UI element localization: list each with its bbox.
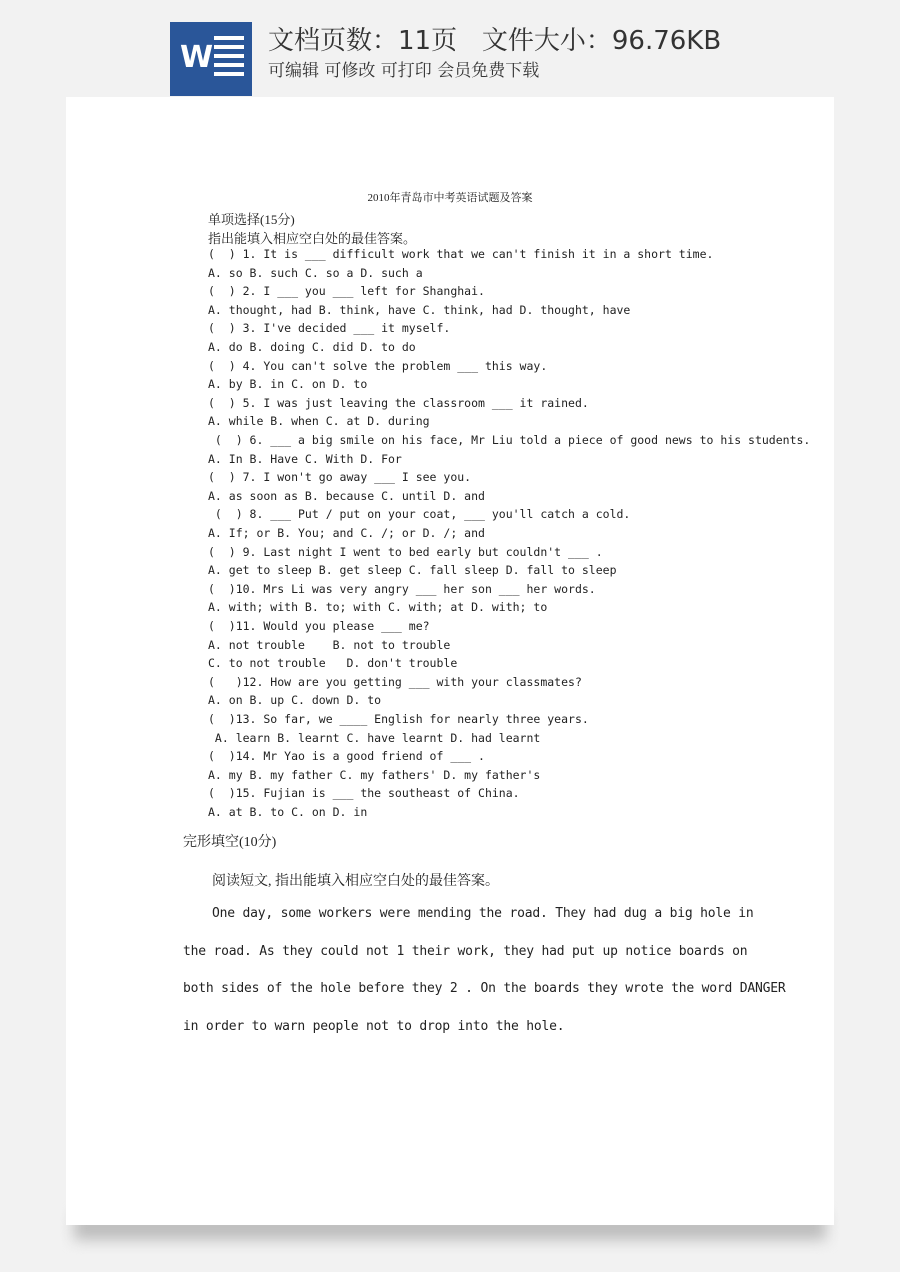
question-line: ( ) 7. I won't go away ___ I see you. (208, 470, 472, 485)
question-line: ( ) 2. I ___ you ___ left for Shanghai. (208, 284, 485, 299)
section2-heading: 完形填空(10分) (183, 835, 277, 850)
question-line: ( )13. So far, we ____ English for nearly three years. (208, 712, 589, 726)
passage-line: One day, some workers were mending the road. They had dug a big hole in (212, 906, 754, 921)
document-page (66, 97, 834, 1225)
question-line: ( ) 1. It is ___ difficult work that we can't finish it in a short time. (208, 247, 714, 261)
question-line: ( ) 9. Last night I went to bed early but couldn't ___ . (208, 544, 603, 559)
word-logo-letter: W (180, 40, 214, 75)
question-line: ( ) 6. ___ a big smile on his face, Mr Liu told a piece of good news to his students. (208, 433, 811, 447)
question-line: ( )14. Mr Yao is a good friend of ___ . (208, 749, 485, 764)
word-document-icon (170, 22, 252, 96)
question-line: ( )10. Mrs Li was very angry ___ her son ___ her words. (208, 581, 596, 596)
question-line: C. to not trouble D. don't trouble (208, 656, 458, 671)
question-line: ( ) 3. I've decided ___ it myself. (208, 321, 451, 336)
word-logo-lines (214, 36, 244, 81)
question-line: A. so B. such C. so a D. such a (208, 265, 423, 280)
file-info: 文档页数：11页 文件大小：96.76KB (268, 26, 722, 56)
passage-line: in order to warn people not to drop into the hole. (183, 1018, 565, 1034)
question-line: A. thought, had B. think, have C. think, had D. thought, have (208, 302, 631, 317)
question-line: ( )15. Fujian is ___ the southeast of China. (208, 786, 520, 801)
question-line: ( ) 4. You can't solve the problem ___ this way. (208, 358, 548, 373)
question-line: A. while B. when C. at D. during (208, 414, 430, 429)
question-line: A. on B. up C. down D. to (208, 693, 382, 708)
question-line: ( ) 5. I was just leaving the classroom ___ it rained. (208, 395, 589, 410)
question-line: A. not trouble B. not to trouble (208, 637, 451, 652)
passage-line: both sides of the hole before they 2 . On the boards they wrote the word DANGER (183, 981, 786, 996)
section2-instruction: 阅读短文, 指出能填入相应空白处的最佳答案。 (212, 874, 499, 889)
question-line: ( ) 8. ___ Put / put on your coat, ___ you'll catch a cold. (208, 507, 631, 522)
question-line: A. my B. my father C. my fathers' D. my father's (208, 767, 541, 782)
question-line: A. learn B. learnt C. have learnt D. had learnt (208, 730, 541, 745)
question-line: A. with; with B. to; with C. with; at D. with; to (208, 600, 548, 615)
question-line: A. get to sleep B. get sleep C. fall sleep D. fall to sleep (208, 563, 617, 578)
passage-line: the road. As they could not 1 their work, they had put up notice boards on (183, 943, 748, 959)
section1-instruction: 指出能填入相应空白处的最佳答案。 (208, 231, 417, 246)
download-banner (0, 0, 900, 96)
file-features: 可编辑 可修改 可打印 会员免费下载 (268, 61, 540, 81)
question-line: ( )12. How are you getting ___ with your classmates? (208, 674, 582, 689)
question-line: A. In B. Have C. With D. For (208, 451, 402, 466)
section1-heading: 单项选择(15分) (208, 212, 295, 227)
question-line: A. by B. in C. on D. to (208, 377, 368, 392)
question-line: ( )11. Would you please ___ me? (208, 619, 430, 633)
document-title: 2010年青岛市中考英语试题及答案 (367, 192, 533, 204)
question-line: A. as soon as B. because C. until D. and (208, 488, 485, 503)
question-line: A. If; or B. You; and C. /; or D. /; and (208, 526, 485, 540)
question-line: A. at B. to C. on D. in (208, 805, 368, 819)
question-line: A. do B. doing C. did D. to do (208, 340, 416, 354)
